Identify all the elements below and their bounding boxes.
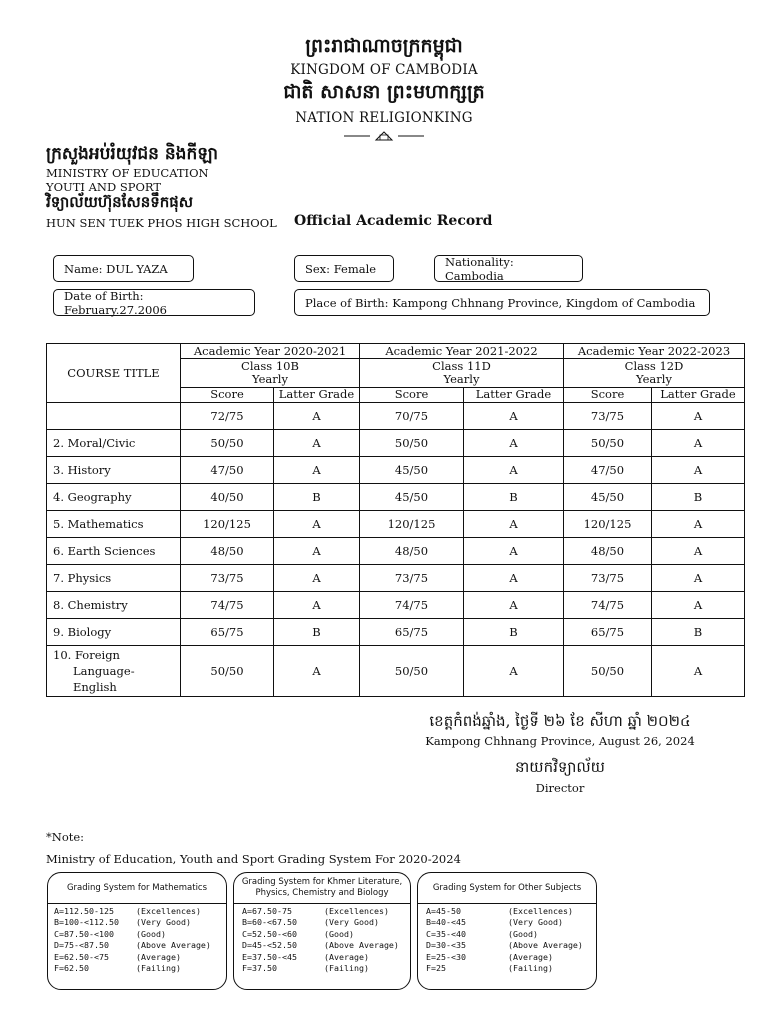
score-cell: 120/125 xyxy=(181,511,274,538)
table-row xyxy=(47,619,745,646)
grading-rows xyxy=(54,906,211,974)
grade-range: B=40-<45 xyxy=(426,917,466,928)
grade-range: F=62.50 xyxy=(54,963,89,974)
grade-cell: A xyxy=(652,646,745,697)
score-cell: 48/50 xyxy=(564,538,652,565)
course-cell: 9. Biology xyxy=(47,619,181,646)
ministry-line2: YOUTI AND SPORT xyxy=(46,180,161,194)
grade-cell: A xyxy=(274,646,360,697)
grading-box-title: Grading System for Mathematics xyxy=(66,882,208,893)
course-cell: 8. Chemistry xyxy=(47,592,181,619)
grade-desc: (Above Average) xyxy=(136,940,211,951)
khmer-motto: ជាតិ សាសនា ព្រះមហាក្សត្រ xyxy=(283,81,485,103)
table-row xyxy=(47,457,745,484)
grade-range: B=100-<112.50 xyxy=(54,917,119,928)
course-cell: 3. History xyxy=(47,457,181,484)
grade-range: B=60-<67.50 xyxy=(242,917,297,928)
table-row xyxy=(47,511,745,538)
grade-cell: A xyxy=(464,403,564,430)
grade-cell: A xyxy=(464,511,564,538)
table-row xyxy=(47,646,745,697)
grade-desc: (Average) xyxy=(324,951,369,962)
grading-box-math xyxy=(47,872,227,990)
score-header: Score xyxy=(360,387,464,402)
grade-header: Latter Grade xyxy=(652,387,745,402)
course-line: 10. Foreign xyxy=(53,648,120,662)
grade-range: A=45-50 xyxy=(426,906,461,916)
score-cell: 120/125 xyxy=(564,511,652,538)
grade-desc: (Average) xyxy=(136,951,181,962)
score-cell: 65/75 xyxy=(564,619,652,646)
table-row xyxy=(47,565,745,592)
grading-system-title: Ministry of Education, Youth and Sport Grading System For 2020-2024 xyxy=(46,852,461,866)
grade-desc: (Very Good) xyxy=(508,917,563,928)
score-cell: 73/75 xyxy=(564,565,652,592)
grade-desc: (Excellences) xyxy=(508,906,573,916)
grading-box-title: Grading System for Other Subjects xyxy=(432,882,582,893)
grade-cell: B xyxy=(274,619,360,646)
score-cell: 50/50 xyxy=(181,430,274,457)
director-title: Director xyxy=(535,781,585,795)
course-cell xyxy=(47,646,181,697)
score-cell: 73/75 xyxy=(181,565,274,592)
score-cell: 50/50 xyxy=(360,646,464,697)
table-row xyxy=(47,430,745,457)
year1-class: Class 10B xyxy=(181,359,360,373)
grade-range: D=45-<52.50 xyxy=(242,940,297,951)
table-row xyxy=(47,484,745,511)
divider xyxy=(234,903,410,904)
grade-desc: (Failing) xyxy=(508,963,553,974)
grade-cell: A xyxy=(652,457,745,484)
score-cell: 48/50 xyxy=(360,538,464,565)
grade-cell: B xyxy=(464,484,564,511)
score-cell: 73/75 xyxy=(564,403,652,430)
score-cell: 73/75 xyxy=(360,565,464,592)
grade-range: F=37.50 xyxy=(242,963,277,974)
grade-desc: (Above Average) xyxy=(324,940,399,951)
school-name: HUN SEN TUEK PHOS HIGH SCHOOL xyxy=(46,216,277,230)
score-cell: 45/50 xyxy=(360,484,464,511)
grade-cell: A xyxy=(652,511,745,538)
academic-record-table xyxy=(46,343,745,697)
table-row xyxy=(47,403,745,430)
grade-range: C=52.50-<60 xyxy=(242,928,297,939)
grade-desc: (Good) xyxy=(508,928,538,939)
course-cell: 2. Moral/Civic xyxy=(47,430,181,457)
grade-desc: (Failing) xyxy=(136,963,181,974)
kingdom-title: KINGDOM OF CAMBODIA xyxy=(290,62,478,78)
document-title: Official Academic Record xyxy=(294,213,493,229)
grading-box-other-subjects xyxy=(417,872,597,990)
grade-cell: B xyxy=(652,484,745,511)
year2-header: Academic Year 2021-2022 xyxy=(360,344,564,359)
grade-desc: (Good) xyxy=(324,928,354,939)
score-cell: 45/50 xyxy=(564,484,652,511)
grade-cell: B xyxy=(652,619,745,646)
grade-cell: A xyxy=(652,538,745,565)
score-cell: 50/50 xyxy=(564,646,652,697)
score-cell: 50/50 xyxy=(181,646,274,697)
course-cell: 5. Mathematics xyxy=(47,511,181,538)
grade-desc: (Failing) xyxy=(324,963,369,974)
grade-cell: A xyxy=(274,592,360,619)
grade-cell: A xyxy=(652,565,745,592)
score-cell: 47/50 xyxy=(564,457,652,484)
score-cell: 70/75 xyxy=(360,403,464,430)
grade-header: Latter Grade xyxy=(464,387,564,402)
table-row xyxy=(47,538,745,565)
course-title-header: COURSE TITLE xyxy=(47,344,181,403)
score-cell: 65/75 xyxy=(181,619,274,646)
khmer-ministry: ក្រសួងអប់រំយុវជន និងកីឡា xyxy=(46,144,219,164)
grade-cell: A xyxy=(652,403,745,430)
khmer-kingdom: ព្រះរាជាណាចក្រកម្ពុជា xyxy=(305,35,463,57)
year1-period: Yearly xyxy=(181,373,360,387)
grade-cell: A xyxy=(274,430,360,457)
score-header: Score xyxy=(181,387,274,402)
score-cell: 74/75 xyxy=(564,592,652,619)
score-cell: 45/50 xyxy=(360,457,464,484)
grade-cell: A xyxy=(274,565,360,592)
grade-desc: (Above Average) xyxy=(508,940,583,951)
grade-desc: (Good) xyxy=(136,928,166,939)
grade-cell: A xyxy=(274,403,360,430)
score-cell: 65/75 xyxy=(360,619,464,646)
course-line: English xyxy=(73,680,117,694)
grade-cell: A xyxy=(652,430,745,457)
grade-desc: (Very Good) xyxy=(324,917,379,928)
grade-range: D=30-<35 xyxy=(426,940,466,951)
table-header-row xyxy=(47,344,745,359)
grading-box-khmer-literature xyxy=(233,872,411,990)
score-cell: 48/50 xyxy=(181,538,274,565)
year2-class: Class 11D xyxy=(360,359,564,373)
grade-cell: A xyxy=(274,511,360,538)
grade-range: D=75-<87.50 xyxy=(54,940,109,951)
grade-cell: A xyxy=(464,430,564,457)
grade-range: A=112.50-125 xyxy=(54,906,114,916)
grade-cell: A xyxy=(464,457,564,484)
grade-range: F=25 xyxy=(426,963,446,974)
note-label: *Note: xyxy=(46,830,85,844)
grade-header: Latter Grade xyxy=(274,387,360,402)
grade-cell: A xyxy=(652,592,745,619)
grade-range: C=87.50-<100 xyxy=(54,928,114,939)
grade-desc: (Very Good) xyxy=(136,917,191,928)
year1-header: Academic Year 2020-2021 xyxy=(181,344,360,359)
grade-cell: A xyxy=(464,565,564,592)
divider xyxy=(418,903,596,904)
score-header: Score xyxy=(564,387,652,402)
khmer-date: ខេត្តកំពង់ឆ្នាំង, ថ្ងៃទី ២៦ ខែ សីហា ឆ្នាំ ២០២៤ xyxy=(429,712,691,730)
grading-rows xyxy=(242,906,399,974)
course-cell xyxy=(47,403,181,430)
motto: NATION RELIGIONKING xyxy=(295,110,473,126)
score-cell: 40/50 xyxy=(181,484,274,511)
grading-box-title: Grading System for Khmer Literature, Physics, Chemistry and Biology xyxy=(241,877,403,898)
grade-desc: (Excellences) xyxy=(136,906,201,916)
grade-cell: A xyxy=(464,592,564,619)
course-cell: 4. Geography xyxy=(47,484,181,511)
student-dob: Date of Birth: February.27.2006 xyxy=(53,289,255,316)
score-cell: 74/75 xyxy=(360,592,464,619)
grading-rows xyxy=(426,906,583,974)
score-cell: 50/50 xyxy=(360,430,464,457)
year3-header: Academic Year 2022-2023 xyxy=(564,344,745,359)
signature-date: Kampong Chhnang Province, August 26, 2024 xyxy=(425,734,695,748)
grade-range: E=25-<30 xyxy=(426,951,466,962)
course-line: Language- xyxy=(73,664,135,678)
khmer-school: វិទ្យាល័យហ៊ុនសែនទឹកផុស xyxy=(46,193,194,211)
student-sex: Sex: Female xyxy=(294,255,394,282)
grade-cell: A xyxy=(464,646,564,697)
grade-cell: B xyxy=(274,484,360,511)
course-cell: 6. Earth Sciences xyxy=(47,538,181,565)
score-cell: 72/75 xyxy=(181,403,274,430)
score-cell: 120/125 xyxy=(360,511,464,538)
student-nationality: Nationality: Cambodia xyxy=(434,255,583,282)
ministry-line1: MINISTRY OF EDUCATION xyxy=(46,166,209,180)
student-name: Name: DUL YAZA xyxy=(53,255,194,282)
khmer-director: នាយកវិទ្យាល័យ xyxy=(515,758,605,776)
year3-class: Class 12D xyxy=(564,359,745,373)
grade-range: E=37.50-<45 xyxy=(242,951,297,962)
year2-period: Yearly xyxy=(360,373,564,387)
score-cell: 47/50 xyxy=(181,457,274,484)
year3-period: Yearly xyxy=(564,373,745,387)
student-pob: Place of Birth: Kampong Chhnang Province, Kingdom of Cambodia xyxy=(294,289,710,316)
grade-range: A=67.50-75 xyxy=(242,906,292,916)
grade-range: C=35-<40 xyxy=(426,928,466,939)
grade-range: E=62.50-<75 xyxy=(54,951,109,962)
grade-desc: (Excellences) xyxy=(324,906,389,916)
grade-cell: B xyxy=(464,619,564,646)
ornament-icon xyxy=(342,126,426,144)
grade-cell: A xyxy=(464,538,564,565)
table-row xyxy=(47,592,745,619)
score-cell: 50/50 xyxy=(564,430,652,457)
score-cell: 74/75 xyxy=(181,592,274,619)
course-cell: 7. Physics xyxy=(47,565,181,592)
grade-cell: A xyxy=(274,457,360,484)
grade-desc: (Average) xyxy=(508,951,553,962)
grade-cell: A xyxy=(274,538,360,565)
divider xyxy=(48,903,226,904)
